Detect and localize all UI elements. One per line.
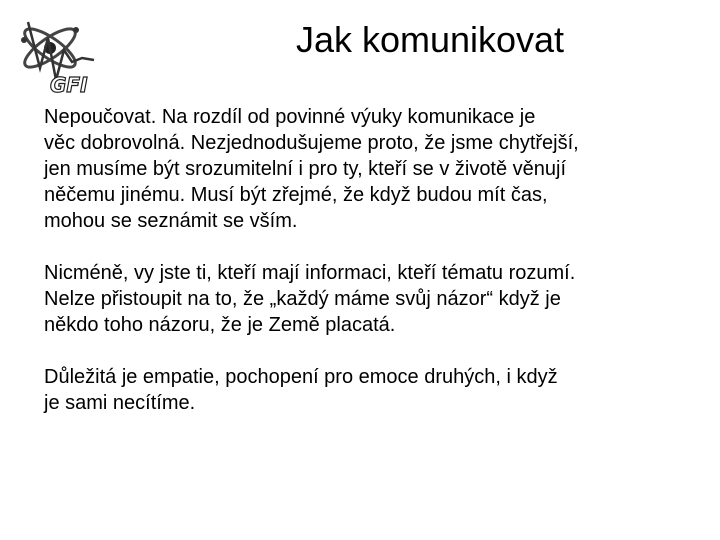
paragraph-1-line-4: něčemu jinému. Musí být zřejmé, že když budou mít čas, — [44, 184, 548, 206]
slide-title: Jak komunikovat — [295, 19, 565, 60]
paragraph-2-line-2: Nelze přistoupit na to, že „každý máme svůj názor“ když je — [44, 288, 561, 310]
paragraph-2 — [44, 260, 704, 338]
slide-body — [44, 104, 704, 442]
paragraph-3-line-1: Důležitá je empatie, pochopení pro emoce druhých, i když — [44, 366, 558, 388]
svg-text:GFI: GFI — [50, 73, 88, 96]
paragraph-1-line-2: věc dobrovolná. Nezjednodušujeme proto, že jsme chytřejší, — [44, 132, 579, 154]
paragraph-3 — [44, 364, 704, 416]
gfi-atom-logo-icon — [10, 10, 102, 96]
paragraph-2-line-3: někdo toho názoru, že je Země placatá. — [44, 314, 396, 336]
paragraph-2-line-1: Nicméně, vy jste ti, kteří mají informaci, kteří tématu rozumí. — [44, 262, 576, 284]
paragraph-1 — [44, 104, 704, 234]
paragraph-1-line-5: mohou se seznámit se vším. — [44, 210, 298, 232]
paragraph-1-line-3: jen musíme být srozumitelní i pro ty, kteří se v životě věnují — [44, 158, 567, 180]
paragraph-3-line-2: je sami necítíme. — [44, 392, 196, 414]
paragraph-1-line-1: Nepoučovat. Na rozdíl od povinné výuky komunikace je — [44, 106, 536, 128]
